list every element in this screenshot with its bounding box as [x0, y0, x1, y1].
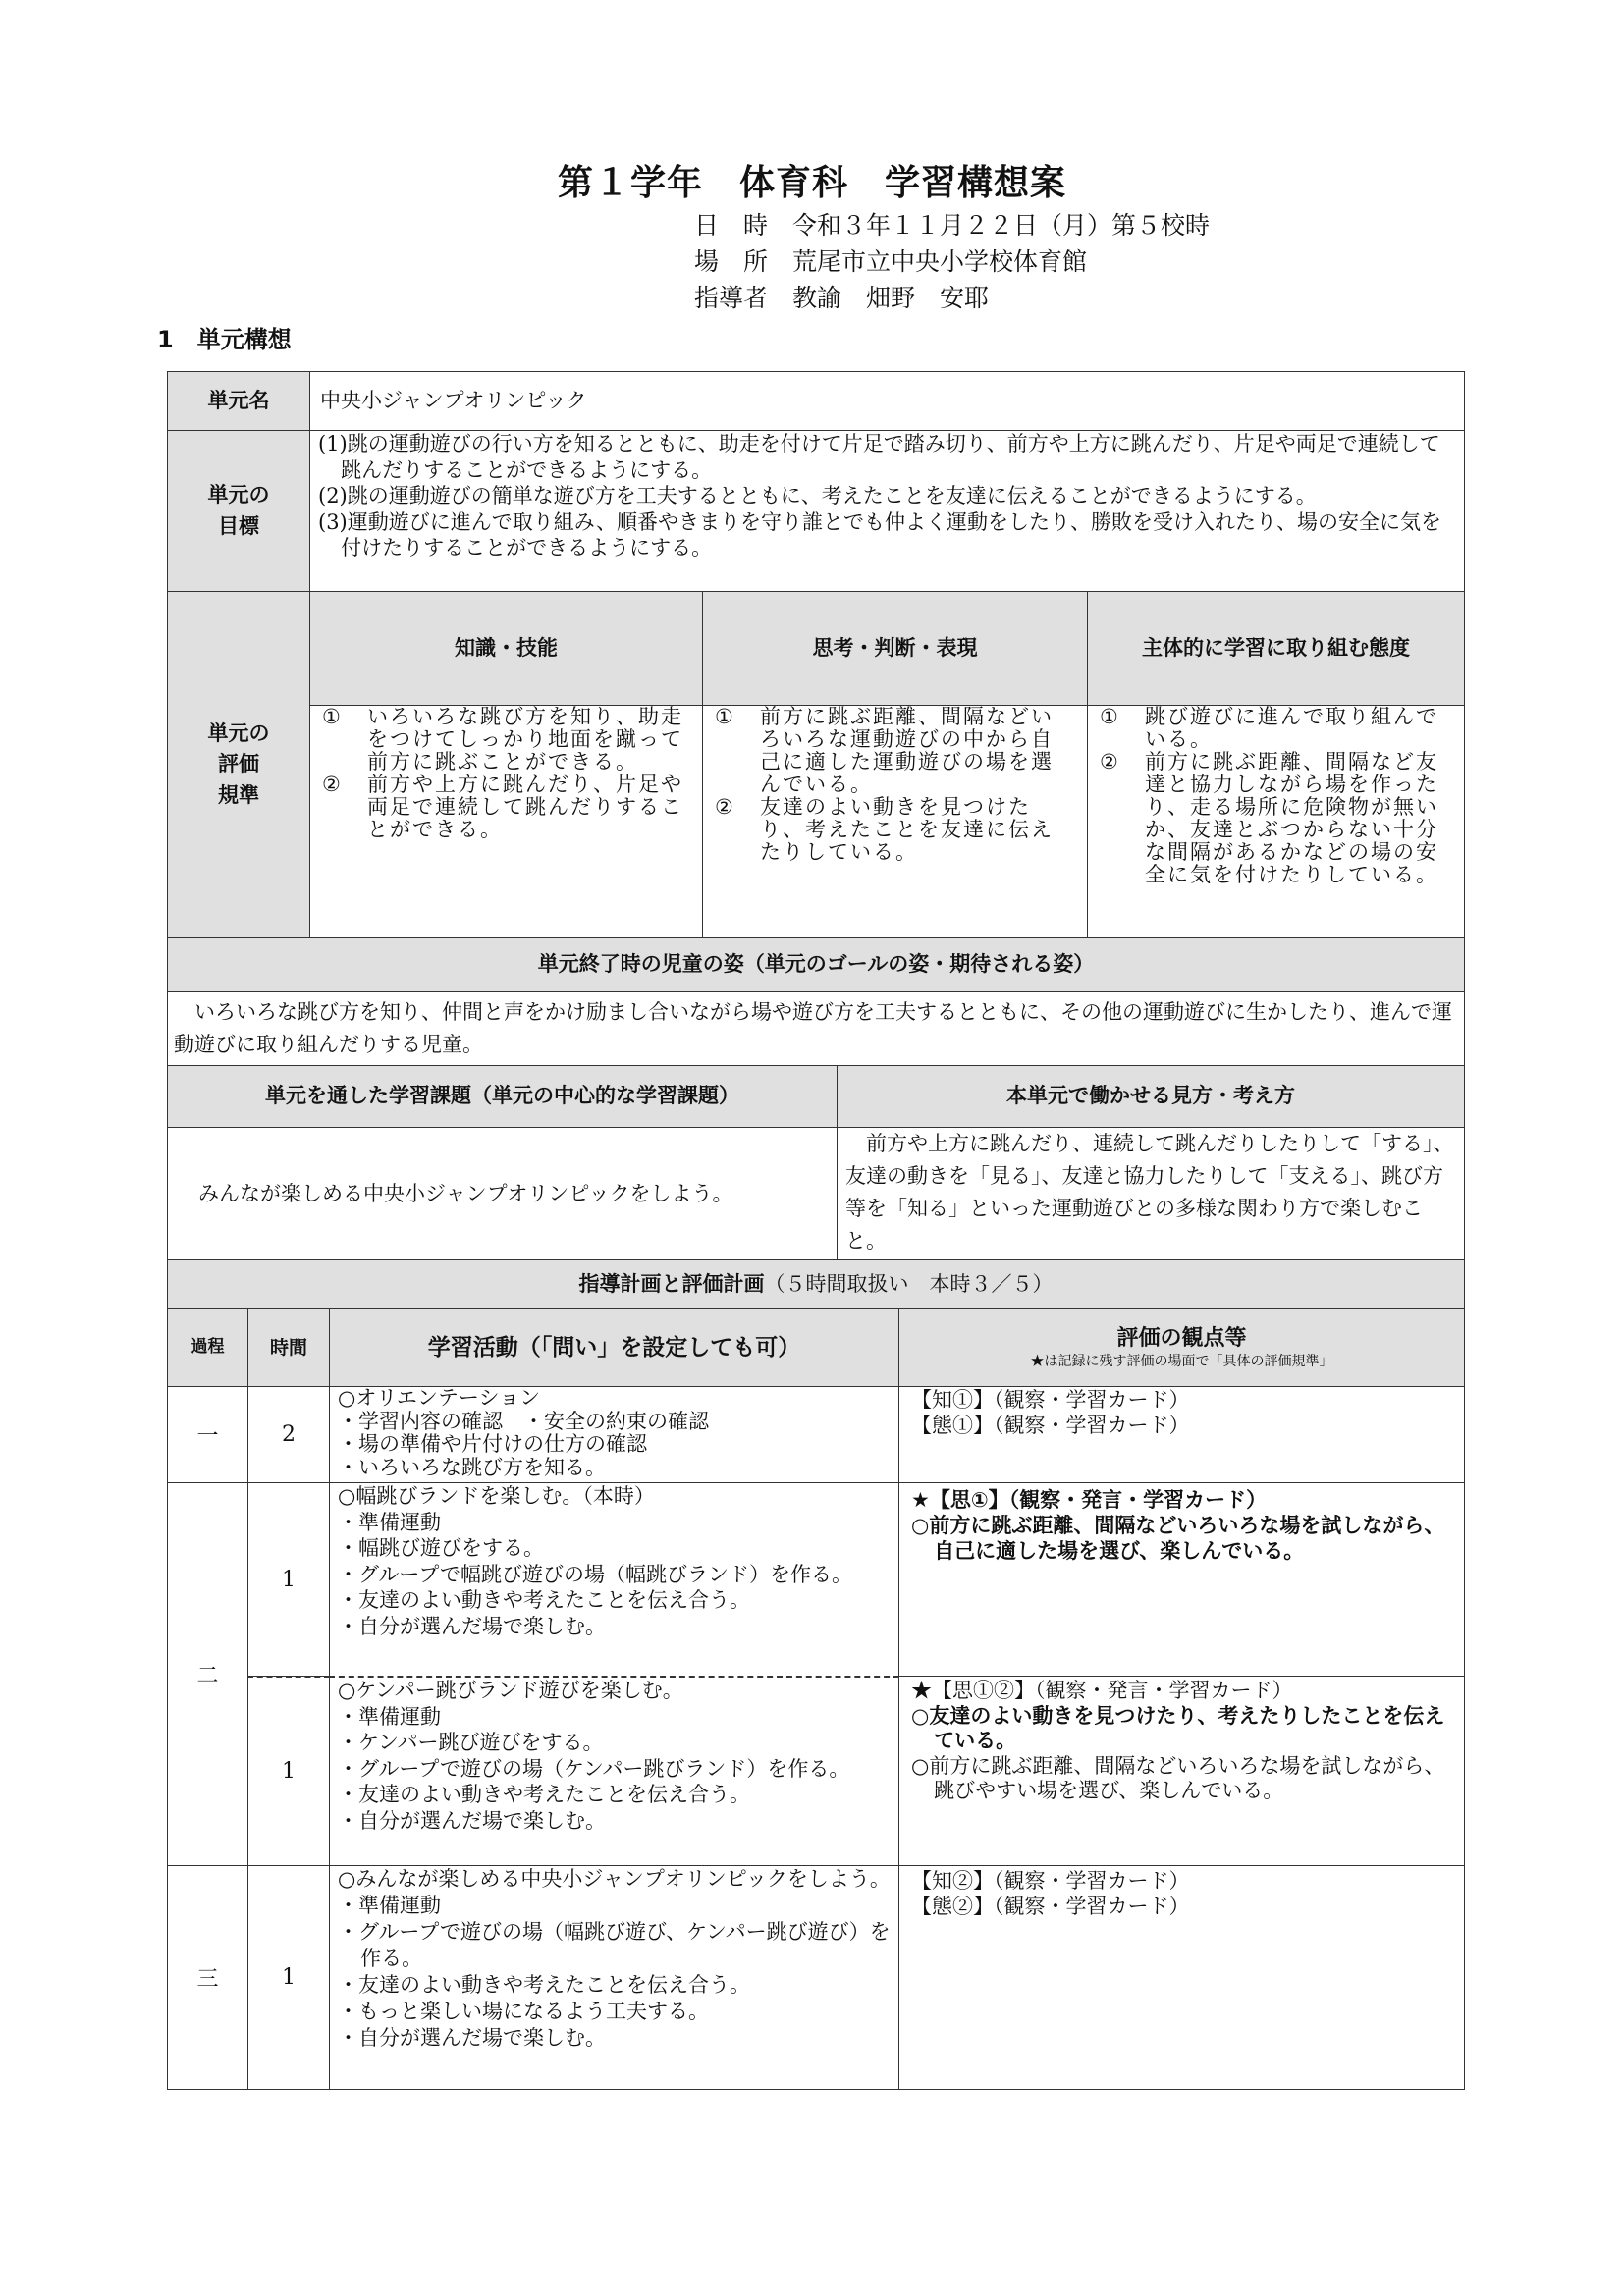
eval-cell: [898, 1482, 1465, 1677]
criteria-mark: ②: [322, 773, 343, 796]
col-eval-note: ★は記録に残す評価の場面で「具体の評価規準」: [1030, 1354, 1333, 1370]
col-process: 過程: [167, 1308, 248, 1387]
goals-label: [167, 430, 310, 592]
goal-item: (2)跳の運動遊びの簡単な遊び方を工夫するとともに、考えたことを友達に伝えることができるようにする。: [318, 484, 1317, 507]
teacher-label: 指導者: [694, 284, 769, 312]
goal-item: (3)運動遊びに進んで取り組み、順番やきまりを守り誰とでも仲よく運動をしたり、勝敗を受け入れたり、場の安全に気を付けたりすることができるようにする。: [318, 509, 1442, 560]
activity-cell: [329, 1386, 899, 1483]
process-cell: 一: [167, 1386, 248, 1483]
criteria-header-thinking: 思考・判断・表現: [702, 591, 1088, 706]
activity-line: ・グループで遊びの場（ケンパー跳びランド）を作る。: [338, 1756, 850, 1781]
criteria-mark: ①: [715, 705, 735, 728]
eval-line: 【態①】（観察・学習カード）: [911, 1414, 1190, 1437]
goal-state-text: いろいろな跳び方を知り、仲間と声をかけ励まし合いながら場や遊び方を工夫するとともに、その他の運動遊びに生かしたり、進んで運動遊びに取り組んだりする児童。: [167, 991, 1465, 1066]
activity-line: ・幅跳び遊びをする。: [338, 1536, 544, 1560]
activity-line: ・準備運動: [338, 1894, 441, 1917]
criteria-item: [715, 706, 1075, 796]
eval-line: ★【思①】（観察・発言・学習カード）: [911, 1488, 1268, 1512]
activity-line: ○オリエンテーション: [338, 1386, 541, 1410]
teacher-value: 教諭 畑野 安耶: [792, 284, 990, 312]
eval-line: 【知①】（観察・学習カード）: [911, 1388, 1190, 1412]
process-cell: 二: [167, 1482, 248, 1866]
view-text: 前方や上方に跳んだり、連続して跳んだりしたりして「する」、友達の動きを「見る」、友達と協力したりして「支える」、跳び方等を「知る」といった運動遊びとの多様な関わり方で楽しむこと。: [837, 1127, 1465, 1260]
criteria-thinking-list: [702, 705, 1088, 938]
activity-line: ・ケンパー跳び遊びをする。: [338, 1731, 604, 1754]
activity-line: ・グループで幅跳び遊びの場（幅跳びランド）を作る。: [338, 1562, 852, 1586]
activity-line: ・場の準備や片付けの仕方の確認: [338, 1432, 647, 1456]
eval-line: ○友達のよい動きを見つけたり、考えたりしたことを伝えている。: [911, 1703, 1445, 1752]
criteria-label: [167, 591, 310, 938]
criteria-label-line1: 単元の: [207, 721, 270, 745]
date-label: 日 時: [694, 211, 769, 240]
section-heading: 1 単元構想: [157, 326, 292, 353]
plan-header: [167, 1259, 1465, 1309]
activity-line: ・友達のよい動きや考えたことを伝え合う。: [338, 1783, 750, 1806]
criteria-mark: ①: [1100, 705, 1120, 728]
eval-line: 【知②】（観察・学習カード）: [911, 1869, 1190, 1893]
date-line: [694, 206, 1210, 241]
place-line: [694, 242, 1087, 278]
place-value: 荒尾市立中央小学校体育館: [792, 247, 1088, 276]
hours-cell: 1: [247, 1676, 330, 1866]
col-eval-title: 評価の観点等: [1116, 1325, 1247, 1351]
activity-cell: [329, 1676, 899, 1866]
criteria-attitude-list: [1087, 705, 1465, 938]
activity-line: ・準備運動: [338, 1510, 441, 1534]
activity-cell: [329, 1482, 899, 1677]
criteria-text: 跳び遊びに進んで取り組んでいる。: [1145, 705, 1438, 751]
criteria-header-knowledge: 知識・技能: [309, 591, 703, 706]
criteria-mark: ②: [1100, 750, 1120, 774]
criteria-text: 前方に跳ぶ距離、間隔など友達と協力しながら場を作ったり、走る場所に危険物が無いか、友達とぶつからない十分な間隔があるかなどの場の安全に気を付けたりしている。: [1145, 750, 1438, 886]
activity-line: ・グループで遊びの場（幅跳び遊び、ケンパー跳び遊び）を作る。: [338, 1920, 891, 1970]
col-hours: 時間: [247, 1308, 330, 1387]
criteria-text: 前方に跳ぶ距離、間隔などいろいろな運動遊びの中から自己に適した運動遊びの場を選んでいる。: [760, 705, 1054, 796]
eval-cell: [898, 1386, 1465, 1483]
goals-label-line2: 目標: [218, 513, 259, 538]
teacher-line: [694, 279, 989, 314]
activity-line: ・準備運動: [338, 1704, 441, 1729]
criteria-text: 前方や上方に跳んだり、片足や両足で連続して跳んだりすることができる。: [367, 773, 683, 841]
date-value: 令和３年１１月２２日（月）第５校時: [792, 211, 1211, 240]
unit-name-label: 単元名: [167, 371, 310, 431]
criteria-mark: ①: [322, 705, 343, 728]
eval-line: 【態②】（観察・学習カード）: [911, 1895, 1190, 1918]
activity-line: ○みんなが楽しめる中央小ジャンプオリンピックをしよう。: [338, 1867, 891, 1891]
criteria-header-attitude: 主体的に学習に取り組む態度: [1087, 591, 1465, 706]
eval-line: ○前方に跳ぶ距離、間隔などいろいろな場を試しながら、跳びやすい場を選び、楽しんでいる。: [911, 1753, 1445, 1802]
activity-line: ・いろいろな跳び方を知る。: [338, 1455, 606, 1479]
goals-list: [309, 430, 1465, 592]
activity-line: ・自分が選んだ場で楽しむ。: [338, 1808, 606, 1833]
activity-line: ・学習内容の確認 ・安全の約束の確認: [338, 1409, 709, 1433]
activity-line: ・もっと楽しい場になるよう工夫する。: [338, 2000, 709, 2023]
hours-cell: 1: [247, 1865, 330, 2090]
hours-cell: 1: [247, 1482, 330, 1677]
plan-header-sub: （５時間取扱い 本時３／５）: [764, 1271, 1054, 1296]
task-header: 単元を通した学習課題（単元の中心的な学習課題）: [167, 1065, 838, 1128]
hours-cell: 2: [247, 1386, 330, 1483]
criteria-item: [1100, 706, 1452, 751]
activity-line: ・自分が選んだ場で楽しむ。: [338, 1614, 606, 1638]
activity-line: ・友達のよい動きや考えたことを伝え合う。: [338, 1973, 750, 1997]
criteria-mark: ②: [715, 795, 735, 819]
place-label: 場 所: [694, 247, 769, 276]
view-header: 本単元で働かせる見方・考え方: [837, 1065, 1465, 1128]
activity-line: ○ケンパー跳びランド遊びを楽しむ。: [338, 1679, 683, 1702]
criteria-item: [322, 706, 690, 774]
col-eval: [898, 1308, 1465, 1387]
process-cell: 三: [167, 1865, 248, 2090]
activity-cell: [329, 1865, 899, 2090]
eval-cell: [898, 1865, 1465, 2090]
criteria-item: [1100, 751, 1452, 886]
col-activity: 学習活動（「問い」を設定しても可）: [329, 1308, 899, 1387]
goals-label-line1: 単元の: [207, 483, 270, 507]
activity-line: ・友達のよい動きや考えたことを伝え合う。: [338, 1588, 750, 1612]
activity-line: ○幅跳びランドを楽しむ。（本時）: [338, 1484, 655, 1508]
eval-line: ○前方に跳ぶ距離、間隔などいろいろな場を試しながら、自己に適した場を選び、楽しんでいる。: [911, 1514, 1445, 1563]
criteria-text: 友達のよい動きを見つけたり、考えたことを友達に伝えたりしている。: [760, 795, 1054, 864]
activity-line: ・自分が選んだ場で楽しむ。: [338, 2026, 606, 2050]
criteria-label-line2: 評価: [218, 752, 259, 776]
criteria-item: [715, 796, 1075, 864]
unit-name-value: 中央小ジャンプオリンピック: [309, 371, 1465, 431]
plan-header-main: 指導計画と評価計画: [578, 1271, 765, 1296]
task-text: みんなが楽しめる中央小ジャンプオリンピックをしよう。: [167, 1127, 838, 1260]
criteria-label-line3: 規準: [218, 782, 259, 807]
criteria-item: [322, 774, 690, 841]
criteria-text: いろいろな跳び方を知り、助走をつけてしっかり地面を蹴って前方に跳ぶことができる。: [367, 705, 683, 774]
eval-line: ★【思①②】（観察・発言・学習カード）: [911, 1679, 1293, 1702]
eval-cell: [898, 1676, 1465, 1866]
page-title: 第１学年 体育科 学習構想案: [557, 163, 1066, 203]
goal-state-header: 単元終了時の児童の姿（単元のゴールの姿・期待される姿）: [167, 937, 1465, 992]
criteria-knowledge-list: [309, 705, 703, 938]
goal-item: (1)跳の運動遊びの行い方を知るとともに、助走を付けて片足で踏み切り、前方や上方に跳んだり、片足や両足で連続して跳んだりすることができるようにする。: [318, 432, 1440, 482]
